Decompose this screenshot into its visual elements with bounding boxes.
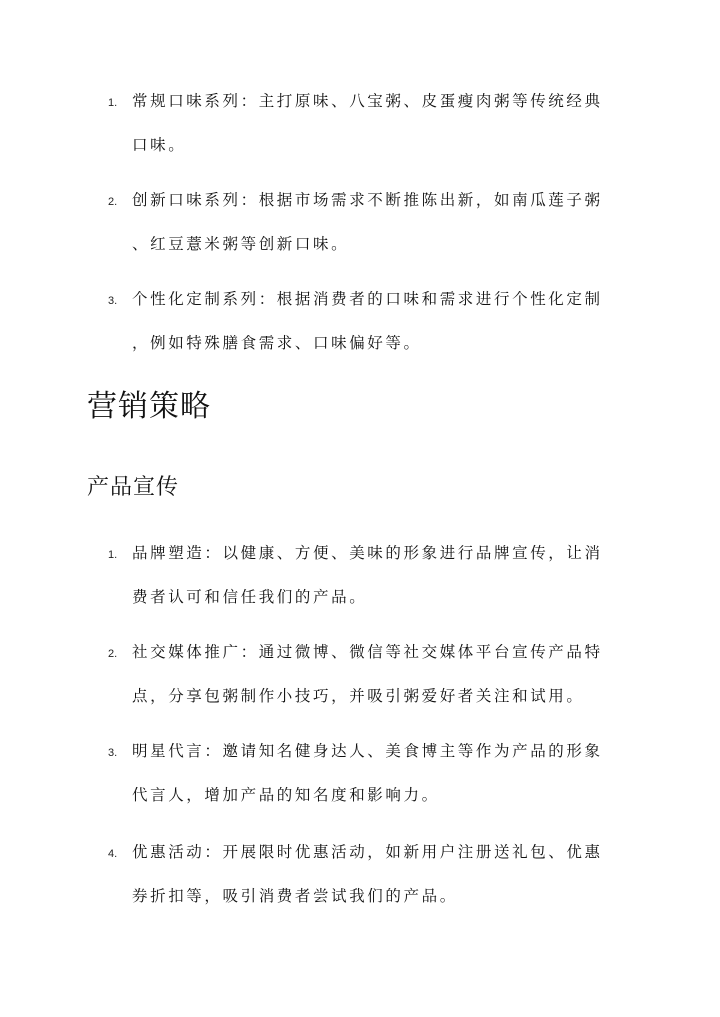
list-number: 1. — [108, 97, 118, 109]
list-number: 2. — [108, 648, 118, 660]
list-text-line: 券折扣等，吸引消费者尝试我们的产品。 — [132, 887, 458, 905]
list-text-line: 品牌塑造：以健康、方便、美味的形象进行品牌宣传，让消 — [132, 544, 603, 562]
list-text-line: ，例如特殊膳食需求、口味偏好等。 — [132, 334, 422, 352]
list-text-line: 常规口味系列：主打原味、八宝粥、皮蛋瘦肉粥等传统经典 — [132, 92, 603, 110]
list-number: 4. — [108, 848, 118, 860]
subsection-heading: 产品宣传 — [87, 475, 180, 500]
list-text-line: 代言人，增加产品的知名度和影响力。 — [132, 786, 440, 804]
section-heading: 营销策略 — [87, 389, 211, 424]
list-text-line: 、红豆薏米粥等创新口味。 — [132, 235, 350, 253]
list-text-line: 优惠活动：开展限时优惠活动，如新用户注册送礼包、优惠 — [132, 843, 603, 861]
list-text-line: 明星代言：邀请知名健身达人、美食博主等作为产品的形象 — [132, 742, 603, 760]
list-text-line: 口味。 — [132, 136, 187, 154]
list-number: 1. — [108, 549, 118, 561]
list-number: 3. — [108, 747, 118, 759]
list-text-line: 点，分享包粥制作小技巧，并吸引粥爱好者关注和试用。 — [132, 687, 585, 705]
list-text-line: 费者认可和信任我们的产品。 — [132, 588, 368, 606]
list-text-line: 创新口味系列：根据市场需求不断推陈出新，如南瓜莲子粥 — [132, 191, 603, 209]
list-number: 3. — [108, 295, 118, 307]
list-text-line: 个性化定制系列：根据消费者的口味和需求进行个性化定制 — [132, 290, 603, 308]
list-number: 2. — [108, 196, 118, 208]
list-text-line: 社交媒体推广：通过微博、微信等社交媒体平台宣传产品特 — [132, 643, 603, 661]
